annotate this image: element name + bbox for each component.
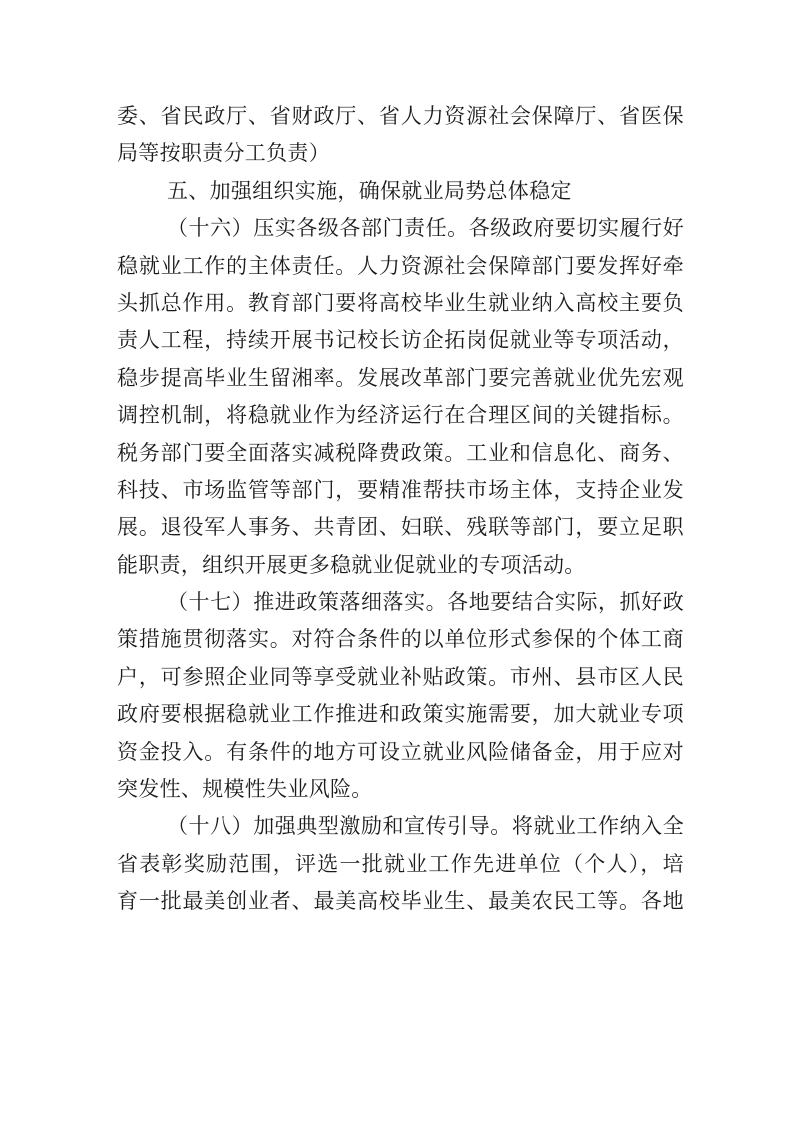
text-line: 展。退役军人事务、共青团、妇联、残联等部门，要立足职 bbox=[117, 515, 684, 540]
text-line: 科技、市场监管等部门，要精准帮扶市场主体，支持企业发 bbox=[117, 477, 684, 502]
text-line: 突发性、规模性失业风险。 bbox=[117, 777, 373, 802]
document-body bbox=[117, 98, 684, 921]
text-line: 委、省民政厅、省财政厅、省人力资源社会保障厅、省医保 bbox=[117, 104, 684, 128]
text-line: 头抓总作用。教育部门要将高校毕业生就业纳入高校主要负 bbox=[117, 290, 684, 315]
text-line: 能职责，组织开展更多稳就业促就业的专项活动。 bbox=[117, 552, 586, 577]
text-line: 策措施贯彻落实。对符合条件的以单位形式参保的个体工商 bbox=[117, 627, 684, 652]
text-line: 育一批最美创业者、最美高校毕业生、最美农民工等。各地 bbox=[117, 889, 684, 914]
text-line: 局等按职责分工负责） bbox=[117, 141, 330, 166]
text-line: 调控机制，将稳就业作为经济运行在合理区间的关键指标。 bbox=[117, 403, 684, 428]
text-line: 政府要根据稳就业工作推进和政策实施需要，加大就业专项 bbox=[117, 702, 684, 727]
text-line: 稳步提高毕业生留湘率。发展改革部门要完善就业优先宏观 bbox=[117, 365, 684, 390]
text-line: 户，可参照企业同等享受就业补贴政策。市州、县市区人民 bbox=[117, 664, 684, 689]
text-line: 税务部门要全面落实减税降费政策。工业和信息化、商务、 bbox=[117, 440, 684, 465]
text-line: 资金投入。有条件的地方可设立就业风险储备金，用于应对 bbox=[117, 739, 684, 764]
text-line: 责人工程，持续开展书记校长访企拓岗促就业等专项活动， bbox=[117, 328, 684, 353]
text-line: 稳就业工作的主体责任。人力资源社会保障部门要发挥好牵 bbox=[117, 253, 684, 278]
text-line: （十六）压实各级各部门责任。各级政府要切实履行好 bbox=[167, 216, 684, 241]
text-line: （十八）加强典型激励和宣传引导。将就业工作纳入全 bbox=[167, 814, 684, 839]
text-line: （十七）推进政策落细落实。各地要结合实际，抓好政 bbox=[167, 590, 684, 615]
text-line: 省表彰奖励范围，评选一批就业工作先进单位（个人），培 bbox=[117, 851, 684, 876]
text-line: 五、加强组织实施，确保就业局势总体稳定 bbox=[167, 178, 572, 203]
